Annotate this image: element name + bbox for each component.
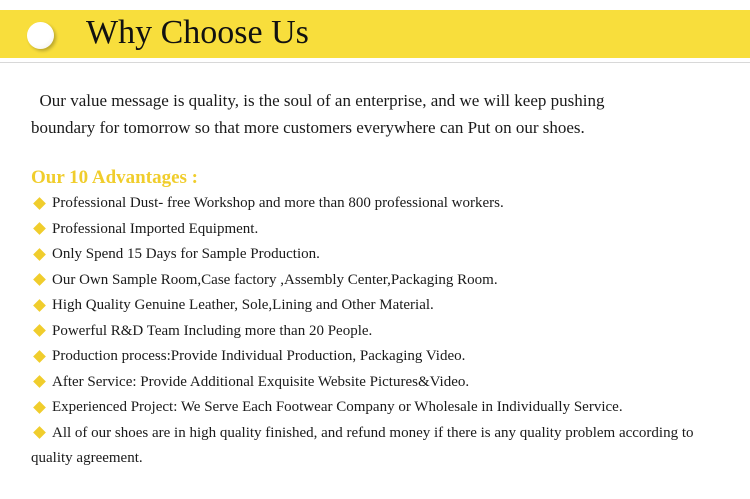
diamond-bullet-icon bbox=[33, 426, 46, 439]
advantage-text: Experienced Project: We Serve Each Footwear Company or Wholesale in Individually Service. bbox=[52, 399, 623, 415]
advantage-item bbox=[31, 217, 736, 243]
diamond-bullet-icon bbox=[33, 401, 46, 414]
advantage-item bbox=[31, 370, 736, 396]
diamond-bullet-icon bbox=[33, 350, 46, 363]
advantage-item bbox=[31, 191, 736, 217]
advantage-item bbox=[31, 242, 736, 268]
advantage-text: Our Own Sample Room,Case factory ,Assembly Center,Packaging Room. bbox=[52, 271, 498, 288]
page-title: Why Choose Us bbox=[86, 14, 309, 51]
diamond-bullet-icon bbox=[33, 222, 46, 235]
advantage-text: Only Spend 15 Days for Sample Production. bbox=[52, 246, 320, 262]
advantage-text: Professional Dust- free Workshop and more than 800 professional workers. bbox=[52, 195, 504, 211]
diamond-bullet-icon bbox=[33, 299, 46, 312]
advantage-text: All of our shoes are in high quality finished, and refund money if there is any quality problem according to quality agreement. bbox=[31, 424, 694, 466]
diamond-bullet-icon bbox=[33, 197, 46, 210]
diamond-bullet-icon bbox=[33, 324, 46, 337]
diamond-bullet-icon bbox=[33, 273, 46, 286]
diamond-bullet-icon bbox=[33, 375, 46, 388]
intro-paragraph bbox=[31, 87, 731, 141]
advantage-item bbox=[31, 395, 736, 421]
advantages-heading: Our 10 Advantages : bbox=[31, 167, 198, 188]
advantage-text: Professional Imported Equipment. bbox=[52, 220, 259, 237]
diamond-bullet-icon bbox=[33, 248, 46, 261]
advantage-item bbox=[31, 421, 736, 472]
advantage-text: Powerful R&D Team Including more than 20 People. bbox=[52, 322, 373, 339]
advantage-text: High Quality Genuine Leather, Sole,Lining and Other Material. bbox=[52, 297, 434, 313]
intro-line: Our value message is quality, is the soul of an enterprise, and we will keep pushing bbox=[31, 91, 605, 110]
intro-line: boundary for tomorrow so that more customers everywhere can Put on our shoes. bbox=[31, 118, 585, 137]
advantage-text: After Service: Provide Additional Exquisite Website Pictures&Video. bbox=[52, 373, 470, 390]
advantage-text: Production process:Provide Individual Production, Packaging Video. bbox=[52, 348, 466, 364]
advantage-item bbox=[31, 293, 736, 319]
advantage-item bbox=[31, 268, 736, 294]
circle-bullet-icon bbox=[27, 22, 54, 49]
advantage-item bbox=[31, 319, 736, 345]
header-divider bbox=[0, 62, 750, 63]
advantages-list bbox=[31, 191, 736, 472]
advantage-item bbox=[31, 344, 736, 370]
